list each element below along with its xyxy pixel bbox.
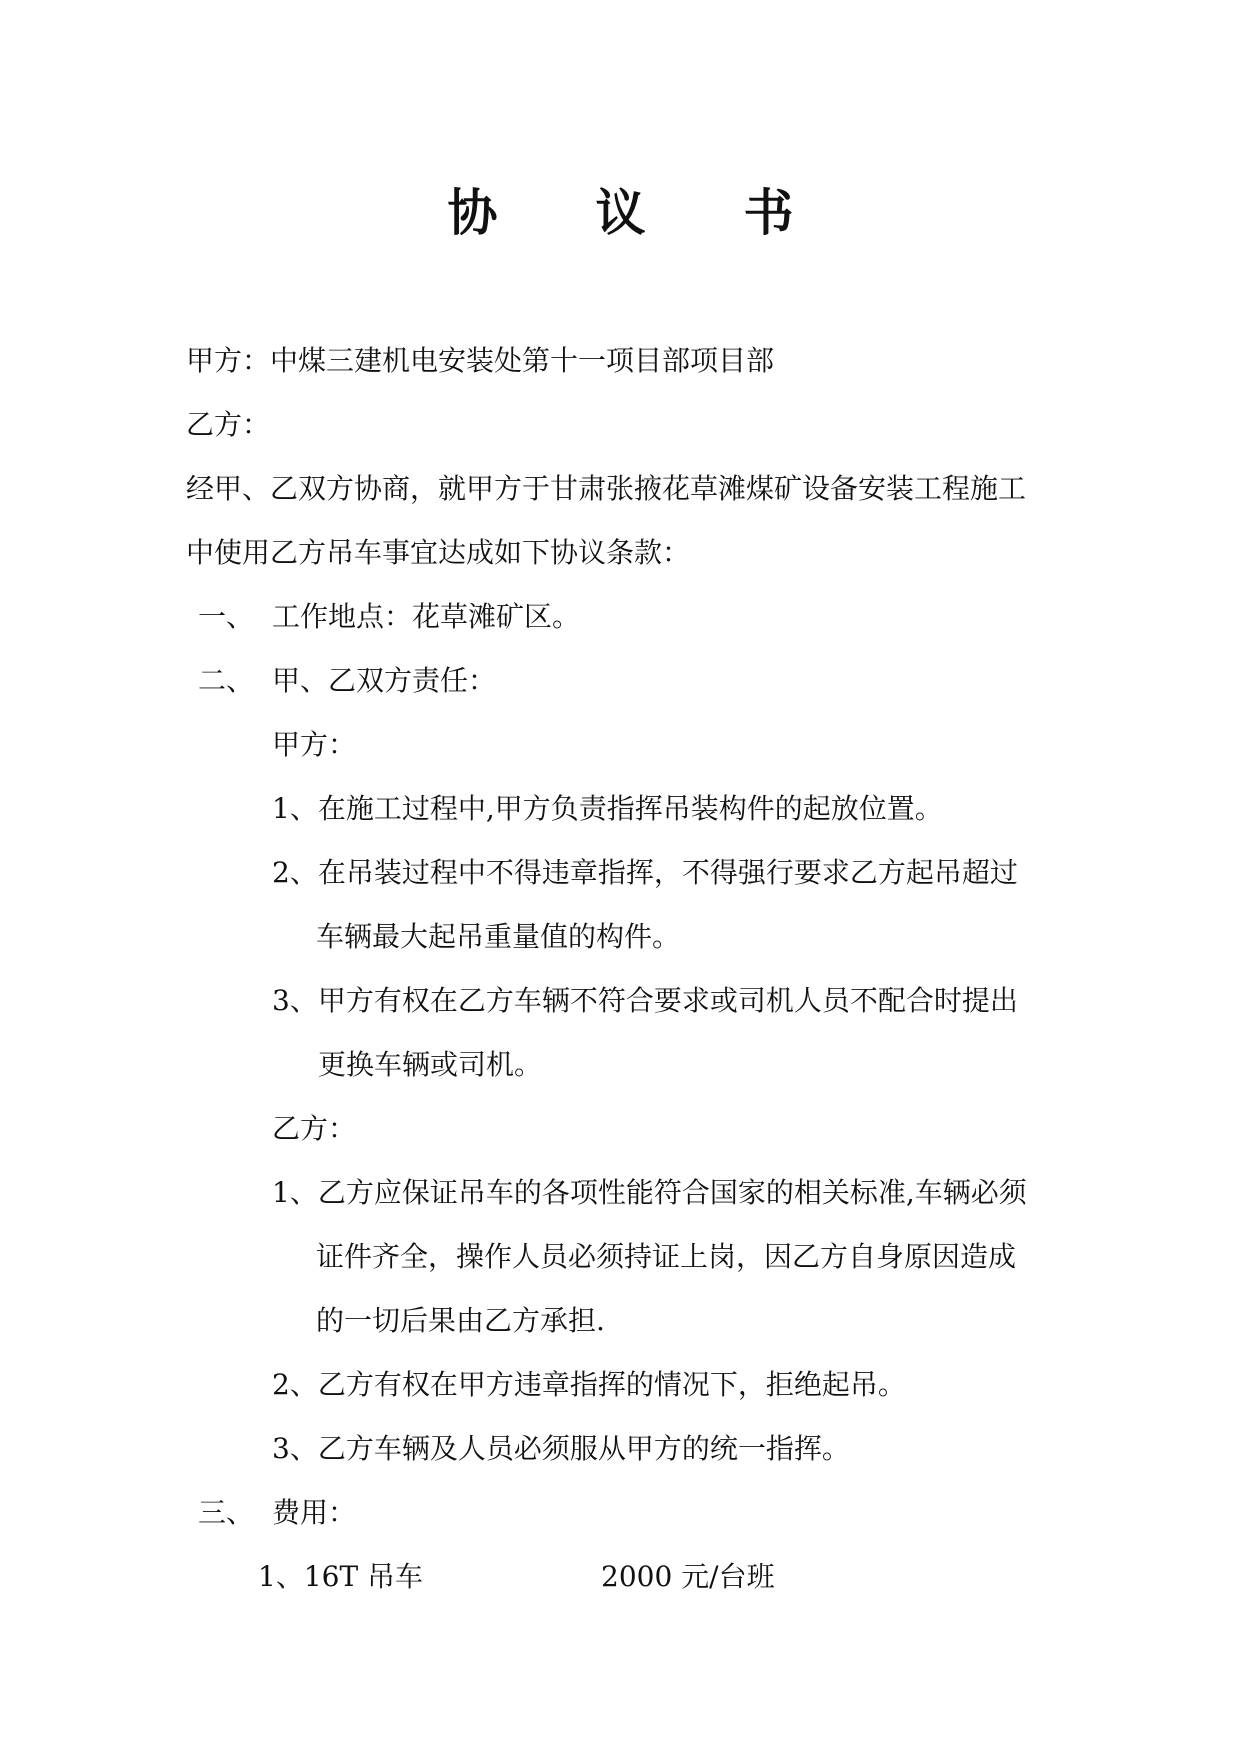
- intro-line: 中使用乙方吊车事宜达成如下协议条款：: [186, 536, 691, 569]
- title-char: 议: [595, 184, 646, 242]
- section-number: 一、: [198, 600, 255, 633]
- party-a-label: 甲方：: [272, 728, 357, 761]
- list-item: 3、甲方有权在乙方车辆不符合要求或司机人员不配合时提出: [272, 984, 1018, 1017]
- fee-item: 1、16T 吊车: [258, 1560, 424, 1593]
- party-b-label: 乙方：: [272, 1112, 357, 1145]
- list-item: 2、乙方有权在甲方违章指挥的情况下，拒绝起吊。: [272, 1368, 906, 1401]
- list-item: 3、乙方车辆及人员必须服从甲方的统一指挥。: [272, 1432, 850, 1465]
- document-title: [0, 178, 1241, 248]
- list-item: 1、乙方应保证吊车的各项性能符合国家的相关标准,车辆必须: [272, 1176, 1027, 1209]
- list-item: 1、在施工过程中,甲方负责指挥吊装构件的起放位置。: [272, 792, 943, 825]
- fee-value: 2000 元/台班: [601, 1560, 775, 1593]
- section-heading: 甲、乙双方责任：: [272, 664, 497, 697]
- list-item-continuation: 更换车辆或司机。: [318, 1048, 543, 1081]
- title-char: 书: [743, 184, 794, 242]
- list-item-continuation: 车辆最大起吊重量值的构件。: [316, 920, 681, 953]
- section-heading: 费用：: [272, 1496, 357, 1529]
- section-number: 二、: [198, 664, 255, 697]
- party-a-line: 甲方：中煤三建机电安装处第十一项目部项目部: [186, 344, 775, 377]
- list-item-continuation: 的一切后果由乙方承担.: [316, 1304, 605, 1337]
- list-item-continuation: 证件齐全，操作人员必须持证上岗，因乙方自身原因造成: [316, 1240, 1017, 1273]
- intro-line: 经甲、乙双方协商，就甲方于甘肃张掖花草滩煤矿设备安装工程施工: [186, 472, 1027, 505]
- section-number: 三、: [198, 1496, 255, 1529]
- list-item: 2、在吊装过程中不得违章指挥，不得强行要求乙方起吊超过: [272, 856, 1018, 889]
- party-b-line: 乙方：: [186, 408, 271, 441]
- section-heading: 工作地点：花草滩矿区。: [272, 600, 581, 633]
- title-char: 协: [447, 184, 498, 242]
